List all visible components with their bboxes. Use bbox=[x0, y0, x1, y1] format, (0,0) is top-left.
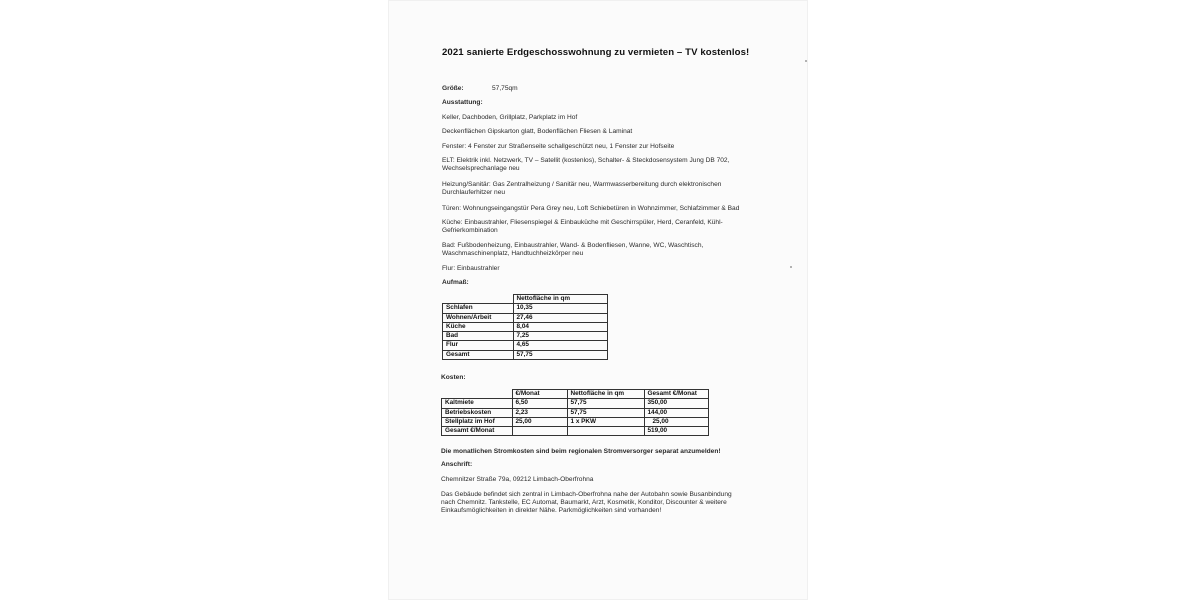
table-header-cell: Nettofläche in qm bbox=[513, 295, 608, 304]
table-header-cell: €/Monat bbox=[512, 390, 567, 399]
ausstattung-item: Deckenflächen Gipskarton glatt, Bodenflächen Fliesen & Laminat bbox=[442, 128, 633, 135]
table-cell: Schlafen bbox=[443, 304, 514, 313]
table-cell: Küche bbox=[443, 322, 514, 331]
table-cell: Stellplatz im Hof bbox=[442, 417, 513, 426]
table-cell bbox=[442, 390, 513, 399]
aufmass-heading: Aufmaß: bbox=[442, 279, 469, 286]
ausstattung-heading: Ausstattung: bbox=[442, 99, 483, 106]
table-cell: Betriebskosten bbox=[442, 408, 513, 417]
table-header-row bbox=[442, 390, 709, 399]
table-cell: 57,75 bbox=[513, 350, 608, 359]
table-row bbox=[443, 332, 608, 341]
anschrift-description: Das Gebäude befindet sich zentral in Limbach-Oberfrohna nahe der Autobahn sowie Busanbindung nach Chemnitz. Tankstelle, EC Automat, Baumarkt, Arzt, Kosmetik, Konditor, Discounter & weitere Einkaufsmöglichkeiten in direkter Nähe. Parkmöglichkeiten sind vorhanden! bbox=[441, 491, 732, 515]
table-cell: Flur bbox=[443, 341, 514, 350]
table-cell: Wohnen/Arbeit bbox=[443, 313, 514, 322]
table-cell: 4,65 bbox=[513, 341, 608, 350]
aufmass-table bbox=[442, 294, 608, 360]
table-cell: 8,04 bbox=[513, 322, 608, 331]
groesse-label: Größe: bbox=[442, 85, 464, 92]
table-cell: Kaltmiete bbox=[442, 399, 513, 408]
table-cell: Gesamt bbox=[443, 350, 514, 359]
ausstattung-item: Keller, Dachboden, Grillplatz, Parkplatz im Hof bbox=[442, 114, 578, 121]
table-row bbox=[442, 399, 709, 408]
ausstattung-item: Fenster: 4 Fenster zur Straßenseite schallgeschützt neu, 1 Fenster zur Hofseite bbox=[442, 143, 675, 150]
groesse-value: 57,75qm bbox=[492, 85, 518, 92]
anschrift-heading: Anschrift: bbox=[441, 461, 473, 468]
table-row bbox=[443, 350, 608, 359]
table-cell: Bad bbox=[443, 332, 514, 341]
stromkosten-hinweis: Die monatlichen Stromkosten sind beim regionalen Stromversorger separat anzumelden! bbox=[441, 448, 721, 455]
ausstattung-item: Flur: Einbaustrahler bbox=[442, 265, 500, 272]
table-row bbox=[442, 408, 709, 417]
table-cell: 1 x PKW bbox=[567, 417, 644, 426]
table-header-cell: Gesamt €/Monat bbox=[644, 390, 709, 399]
document-title: 2021 sanierte Erdgeschosswohnung zu vermieten – TV kostenlos! bbox=[442, 47, 750, 58]
table-header-row bbox=[443, 295, 608, 304]
table-cell: 7,25 bbox=[513, 332, 608, 341]
scan-speck bbox=[805, 60, 807, 62]
table-row bbox=[442, 427, 709, 436]
kosten-table bbox=[441, 389, 709, 436]
scan-speck bbox=[790, 266, 792, 268]
table-cell bbox=[567, 427, 644, 436]
table-cell bbox=[512, 427, 567, 436]
table-header-cell: Nettofläche in qm bbox=[567, 390, 644, 399]
table-row bbox=[443, 322, 608, 331]
table-row bbox=[443, 341, 608, 350]
anschrift-address: Chemnitzer Straße 79a, 09212 Limbach-Oberfrohna bbox=[441, 476, 594, 483]
kosten-heading: Kosten: bbox=[441, 374, 466, 381]
table-cell: Gesamt €/Monat bbox=[442, 427, 513, 436]
table-cell: 519,00 bbox=[644, 427, 709, 436]
table-cell: 57,75 bbox=[567, 399, 644, 408]
table-row bbox=[443, 304, 608, 313]
table-cell: 10,35 bbox=[513, 304, 608, 313]
table-cell: 57,75 bbox=[567, 408, 644, 417]
ausstattung-item: Bad: Fußbodenheizung, Einbaustrahler, Wand- & Bodenfliesen, Wanne, WC, Waschtisch, Waschmaschinenplatz, Handtuchheizkörper neu bbox=[442, 242, 704, 258]
ausstattung-item: ELT: Elektrik inkl. Netzwerk, TV – Satellit (kostenlos), Schalter- & Steckdosensystem Jung DB 702, Wechselsprechanlage neu bbox=[442, 157, 730, 173]
ausstattung-item: Heizung/Sanitär: Gas Zentralheizung / Sanitär neu, Warmwasserbereitung durch elektronischen Durchlauferhitzer neu bbox=[442, 181, 722, 197]
table-row bbox=[443, 313, 608, 322]
ausstattung-item: Türen: Wohnungseingangstür Pera Grey neu, Loft Schiebetüren in Wohnzimmer, Schlafzimmer & Bad bbox=[442, 205, 740, 212]
table-cell: 25,00 bbox=[644, 417, 709, 426]
table-cell: 27,46 bbox=[513, 313, 608, 322]
table-cell: 2,23 bbox=[512, 408, 567, 417]
table-cell bbox=[443, 295, 514, 304]
table-cell: 350,00 bbox=[644, 399, 709, 408]
table-cell: 25,00 bbox=[512, 417, 567, 426]
table-cell: 144,00 bbox=[644, 408, 709, 417]
ausstattung-item: Küche: Einbaustrahler, Fliesenspiegel & Einbauküche mit Geschirrspüler, Herd, Ceranfeld, Kühl- Gefrierkombination bbox=[442, 219, 723, 235]
table-row bbox=[442, 417, 709, 426]
table-cell: 6,50 bbox=[512, 399, 567, 408]
